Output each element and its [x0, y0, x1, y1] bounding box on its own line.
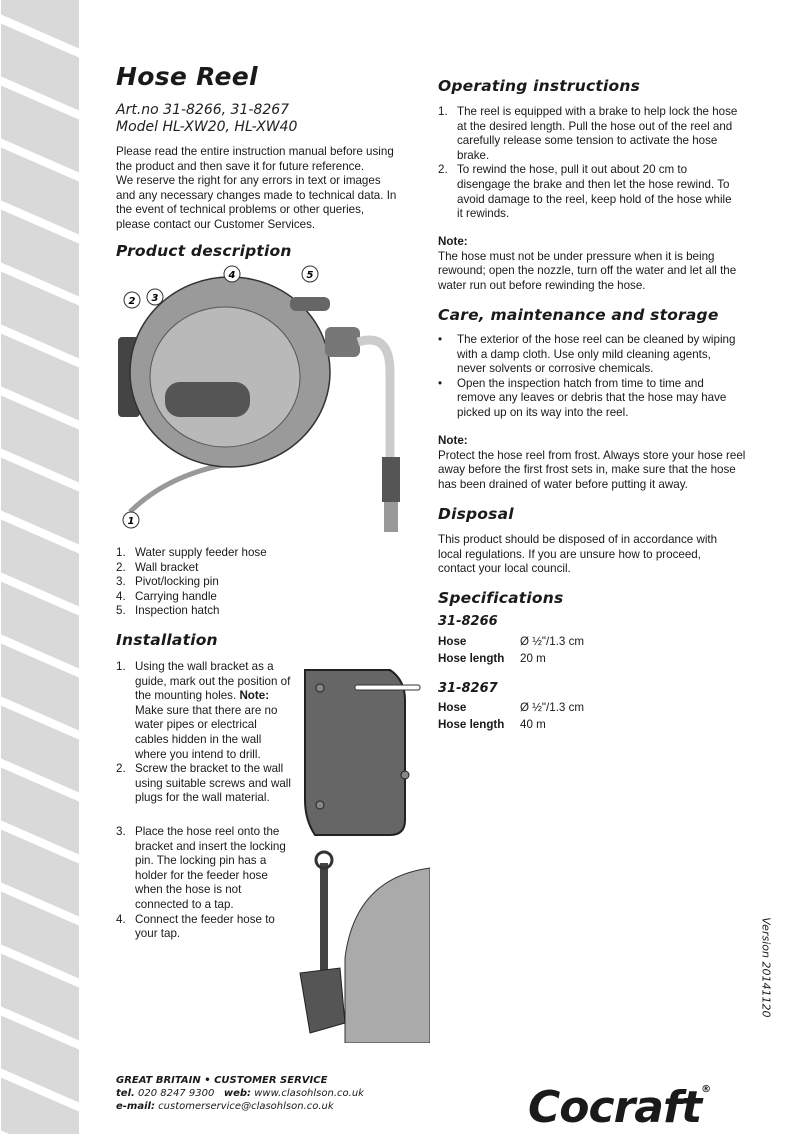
article-number: Art.no 31-8266, 31-8267 — [116, 102, 290, 118]
care-note: Note: Protect the hose reel from frost. Always store your hose reel away before the first frost sets in, make sure that the hose has been drained of water before putting it away. — [438, 434, 746, 491]
list-item: 3. Place the hose reel onto the bracket and insert the locking pin. The locking pin has a holder for the feeder hose when the hose is not connected to a tap. — [116, 824, 286, 911]
model-id: 31-8267 — [438, 680, 498, 696]
callout-4: 4 — [228, 270, 236, 281]
installation-steps — [116, 660, 291, 942]
intro-text — [116, 145, 401, 233]
operating-heading: Operating instructions — [438, 77, 641, 95]
mounting-illustration — [295, 848, 430, 1043]
intro-paragraph: Please read the entire instruction manual before using the product and then save it for future reference. — [116, 145, 394, 173]
spec-row: Hose Ø ½"/1.3 cm — [438, 634, 585, 648]
spec-row: Hose Ø ½"/1.3 cm — [438, 701, 585, 715]
care-list — [438, 333, 743, 421]
callout-2: 2 — [128, 296, 136, 307]
disposal-heading: Disposal — [438, 505, 514, 523]
list-item: 3. Pivot/locking pin — [116, 575, 219, 589]
spec-row: Hose length 40 m — [438, 718, 546, 732]
footer-contact: GREAT BRITAIN • CUSTOMER SERVICE tel. 020 8247 9300 web: www.clasohlson.co.uk e-mail: customerservice@clasohlson.co.uk — [116, 1075, 364, 1112]
email-link[interactable]: customerservice@clasohlson.co.uk — [158, 1101, 334, 1112]
callout-3: 3 — [151, 293, 159, 304]
operating-note: Note: The hose must not be under pressure when it is being rewound; open the nozzle, turn off the water and let all the water run out before rewinding the hose. — [438, 235, 737, 292]
callout-1: 1 — [127, 516, 135, 527]
intro-paragraph: We reserve the right for any errors in text or images and any necessary changes made to technical data. In the event of technical problems or other queries, please contact our Customer Services. — [116, 174, 397, 231]
specifications-heading: Specifications — [438, 589, 564, 607]
web-link[interactable]: www.clasohlson.co.uk — [254, 1088, 364, 1099]
disposal-text: This product should be disposed of in accordance with local regulations. If you are unsure how to proceed, contact your local council. — [438, 533, 718, 576]
page-title: Hose Reel — [116, 62, 258, 91]
operating-steps — [438, 105, 738, 222]
specifications-table — [438, 615, 738, 733]
list-item: 2. Wall bracket — [116, 560, 199, 574]
version-label: Version 20141120 — [759, 917, 773, 1018]
brand-logo: Cocraft® — [528, 1082, 711, 1133]
list-item: • The exterior of the hose reel can be cleaned by wiping with a damp cloth. Use only mild cleaning agents, never solvents or corrosive chemicals. — [438, 333, 736, 376]
list-item: 2. To rewind the hose, pull it out about 20 cm to disengage the brake and then let the hose rewind. To avoid damage to the reel, keep hold of the hose while it rewinds. — [438, 163, 732, 221]
list-item: 1. Water supply feeder hose — [116, 546, 267, 559]
installation-heading: Installation — [116, 631, 218, 649]
callout-5: 5 — [306, 270, 314, 281]
hose-reel-illustration — [110, 262, 420, 537]
list-item: 1. The reel is equipped with a brake to help lock the hose at the desired length. Pull the hose out of the reel and carefully release some tension to activate the hose brake. — [438, 105, 738, 162]
care-heading: Care, maintenance and storage — [438, 306, 719, 324]
list-item: 4. Carrying handle — [116, 589, 217, 603]
list-item: 1. Using the wall bracket as a guide, mark out the position of the mounting holes. Note: Make sure that there are no water pipes or electrical cables hidden in the wall where you intend to drill. — [116, 660, 291, 761]
list-item: 2. Screw the bracket to the wall using suitable screws and wall plugs for the wall material. — [116, 762, 291, 805]
model-number: Model HL-XW20, HL-XW40 — [116, 119, 298, 135]
list-item: 5. Inspection hatch — [116, 604, 220, 618]
wall-bracket-illustration — [295, 660, 425, 840]
list-item: 4. Connect the feeder hose to your tap. — [116, 912, 275, 941]
spec-row: Hose length 20 m — [438, 651, 546, 665]
product-description-heading: Product description — [116, 242, 292, 260]
list-item: • Open the inspection hatch from time to time and remove any leaves or debris that the hose may have picked up on its way into the reel. — [438, 376, 727, 419]
decorative-side-strip — [0, 0, 90, 1134]
parts-list — [116, 546, 267, 619]
model-id: 31-8266 — [438, 614, 498, 629]
